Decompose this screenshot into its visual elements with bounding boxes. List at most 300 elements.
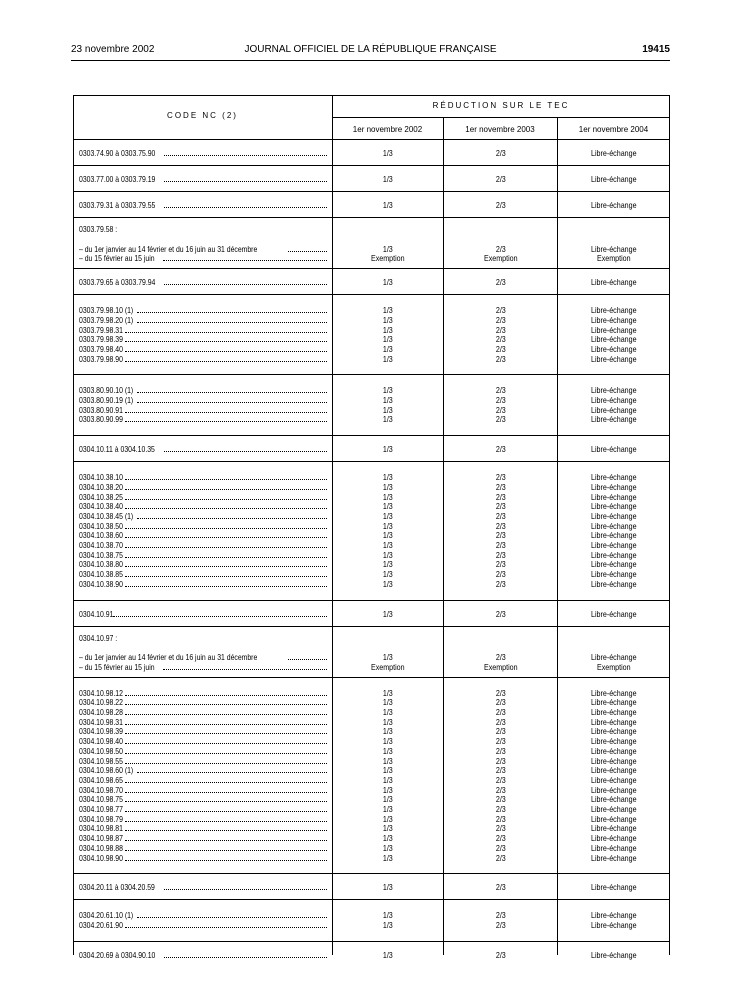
reduction-2004: Libre-échange — [591, 353, 637, 364]
nc-code: – du 15 février au 15 juin — [79, 661, 155, 672]
reduction-2002: 1/3 — [383, 314, 393, 325]
table-row — [73, 482, 670, 492]
reduction-2002: 1/3 — [383, 305, 393, 316]
reduction-2003: 2/3 — [496, 414, 506, 425]
nc-code-cell — [79, 344, 327, 354]
reduction-2003: 2/3 — [496, 324, 506, 335]
reduction-2004: Libre-échange — [591, 501, 637, 512]
nc-code: 0304.10.98.22 — [79, 697, 123, 708]
reduction-2002: 1/3 — [383, 755, 393, 766]
table-row — [73, 148, 670, 158]
col-header-reduction: RÉDUCTION SUR LE TEC — [432, 101, 570, 110]
leader-dots — [125, 775, 327, 783]
table-row — [73, 224, 670, 234]
nc-code-cell — [79, 444, 327, 454]
reduction-2002: 1/3 — [383, 444, 393, 455]
reduction-2002: 1/3 — [383, 813, 393, 824]
table-row — [73, 579, 670, 589]
table-row — [73, 765, 670, 775]
reduction-2004: Libre-échange — [591, 491, 637, 502]
reduction-2003: 2/3 — [496, 707, 506, 717]
table-row — [73, 652, 670, 662]
nc-code: 0304.10.98.81 — [79, 823, 123, 834]
nc-code: 0303.74.90 à 0303.75.90 — [79, 148, 156, 158]
nc-code-cell — [79, 530, 327, 540]
nc-code: 0304.20.61.10 (1) — [79, 910, 134, 921]
table-row — [73, 315, 670, 325]
reduction-2004: Libre-échange — [591, 444, 637, 455]
table-row — [73, 414, 670, 424]
reduction-2002: 1/3 — [383, 745, 393, 756]
reduction-2002: 1/3 — [383, 774, 393, 785]
reduction-2004: Libre-échange — [591, 736, 637, 747]
reduction-2003: 2/3 — [496, 852, 506, 863]
reduction-2003: 2/3 — [496, 472, 506, 483]
reduction-2004: Libre-échange — [591, 481, 637, 492]
header-sub-rule — [332, 117, 670, 118]
reduction-2003: 2/3 — [496, 559, 506, 570]
reduction-2004: Libre-échange — [591, 910, 637, 921]
nc-code-cell — [79, 482, 327, 492]
reduction-2003: 2/3 — [496, 919, 506, 930]
reduction-2003: 2/3 — [496, 813, 506, 824]
reduction-2004: Libre-échange — [591, 697, 637, 708]
table-row — [73, 882, 670, 892]
nc-code-cell — [79, 775, 327, 785]
reduction-2003: 2/3 — [496, 334, 506, 345]
reduction-2004: Libre-échange — [591, 414, 637, 425]
reduction-2004: Libre-échange — [591, 804, 637, 814]
reduction-2003: 2/3 — [496, 823, 506, 834]
reduction-2003: 2/3 — [496, 520, 506, 531]
reduction-2002: 1/3 — [383, 174, 393, 184]
reduction-2003: 2/3 — [496, 343, 506, 354]
reduction-2003: 2/3 — [496, 833, 506, 844]
reduction-2003: 2/3 — [496, 882, 506, 893]
reduction-2004: Libre-échange — [591, 813, 637, 824]
table-row — [73, 472, 670, 482]
reduction-2004: Libre-échange — [591, 569, 637, 580]
table-row — [73, 785, 670, 795]
table-row — [73, 253, 670, 263]
leader-dots — [125, 843, 327, 851]
nc-code: 0304.10.11 à 0304.10.35 — [79, 444, 155, 455]
reduction-2004: Libre-échange — [591, 404, 637, 415]
reduction-2003: 2/3 — [496, 549, 506, 560]
nc-code-cell — [79, 609, 327, 619]
table-row — [73, 174, 670, 184]
nc-code-cell — [79, 405, 327, 415]
reduction-2002: 1/3 — [383, 549, 393, 560]
reduction-2003: 2/3 — [496, 736, 506, 747]
reduction-2002: 1/3 — [383, 472, 393, 483]
nc-code-cell — [79, 305, 327, 315]
nc-code-cell — [79, 511, 327, 521]
nc-code: 0304.10.98.65 — [79, 774, 123, 785]
reduction-2002: 1/3 — [383, 481, 393, 492]
reduction-2003: 2/3 — [496, 687, 506, 698]
table-row — [73, 444, 670, 454]
tariff-table — [73, 95, 670, 960]
leader-dots — [125, 325, 327, 333]
nc-code-cell — [79, 253, 327, 263]
leader-dots — [163, 253, 327, 261]
reduction-2003: 2/3 — [496, 774, 506, 785]
reduction-2003: 2/3 — [496, 765, 506, 776]
nc-code-cell — [79, 414, 327, 424]
table-row — [73, 305, 670, 315]
reduction-2004 — [558, 633, 670, 643]
leader-dots — [113, 609, 327, 617]
table-row — [73, 726, 670, 736]
nc-code: 0304.10.38.75 — [79, 549, 123, 560]
nc-code: 0303.79.65 à 0303.79.94 — [79, 277, 156, 288]
nc-code: 0303.79.98.90 — [79, 353, 123, 364]
reduction-2003: 2/3 — [496, 794, 506, 805]
table-row — [73, 688, 670, 698]
table-row — [73, 697, 670, 707]
reduction-2004: Libre-échange — [591, 540, 637, 550]
nc-code-cell — [79, 950, 327, 960]
nc-code: 0303.80.90.10 (1) — [79, 385, 134, 396]
reduction-2004: Libre-échange — [591, 707, 637, 717]
leader-dots — [125, 785, 327, 793]
leader-dots — [125, 579, 327, 587]
nc-code-cell — [79, 224, 327, 234]
reduction-2004: Libre-échange — [591, 385, 637, 396]
reduction-2002: 1/3 — [383, 949, 393, 960]
reduction-2002: 1/3 — [383, 343, 393, 354]
table-row — [73, 853, 670, 863]
nc-code: – du 1er janvier au 14 février et du 16 juin au 31 décembre — [79, 243, 258, 254]
reduction-2003: 2/3 — [496, 608, 506, 619]
group-divider — [73, 873, 670, 874]
nc-code: 0303.79.98.10 (1) — [79, 305, 134, 316]
nc-code: 0304.10.98.50 — [79, 745, 123, 756]
nc-code: 0303.79.98.39 — [79, 334, 123, 345]
table-row — [73, 843, 670, 853]
reduction-2003: 2/3 — [496, 277, 506, 288]
table-row — [73, 325, 670, 335]
nc-code-cell — [79, 354, 327, 364]
nc-code-cell — [79, 492, 327, 502]
reduction-2002: 1/3 — [383, 697, 393, 708]
reduction-2004: Libre-échange — [591, 395, 637, 405]
reduction-2004: Libre-échange — [591, 520, 637, 531]
reduction-2003: 2/3 — [496, 540, 506, 550]
reduction-2003: 2/3 — [496, 755, 506, 766]
nc-code: 0304.10.98.70 — [79, 784, 123, 795]
reduction-2003: 2/3 — [496, 404, 506, 415]
reduction-2002: 1/3 — [383, 510, 393, 521]
reduction-2002: 1/3 — [383, 823, 393, 834]
leader-dots — [125, 521, 327, 529]
nc-code-cell — [79, 785, 327, 795]
reduction-2004: Libre-échange — [591, 823, 637, 834]
nc-code-cell — [79, 697, 327, 707]
leader-dots — [288, 652, 327, 660]
col-header-2002: 1er novembre 2002 — [352, 125, 423, 134]
group-divider — [73, 217, 670, 218]
table-row — [73, 814, 670, 824]
nc-code: 0303.79.98.40 — [79, 343, 123, 354]
nc-code: 0303.79.98.20 (1) — [79, 314, 134, 325]
leader-dots — [125, 833, 327, 841]
table-row — [73, 354, 670, 364]
nc-code: 0304.10.38.40 — [79, 501, 123, 512]
reduction-2002: 1/3 — [383, 353, 393, 364]
nc-code: 0304.10.38.90 — [79, 578, 123, 589]
reduction-2002: 1/3 — [383, 491, 393, 502]
group-divider — [73, 435, 670, 436]
reduction-2003: 2/3 — [496, 510, 506, 521]
nc-code: 0304.10.38.45 (1) — [79, 510, 134, 521]
reduction-2004: Libre-échange — [591, 716, 637, 727]
nc-code-cell — [79, 707, 327, 717]
leader-dots — [164, 444, 327, 452]
reduction-2003: 2/3 — [496, 716, 506, 727]
reduction-2002: 1/3 — [383, 404, 393, 415]
reduction-2003: 2/3 — [496, 578, 506, 589]
nc-code: 0304.10.38.85 — [79, 569, 123, 580]
reduction-2004: Libre-échange — [591, 794, 637, 805]
header-title: JOURNAL OFFICIEL DE LA RÉPUBLIQUE FRANÇAISE — [244, 44, 497, 55]
reduction-2003: Exemption — [484, 253, 518, 264]
leader-dots — [137, 385, 327, 393]
nc-code-cell — [79, 814, 327, 824]
reduction-2002: Exemption — [371, 661, 405, 672]
reduction-2004: Libre-échange — [591, 882, 637, 893]
reduction-2002: 1/3 — [383, 726, 393, 737]
reduction-2002: 1/3 — [383, 852, 393, 863]
reduction-2003: 2/3 — [496, 910, 506, 921]
reduction-2003: 2/3 — [496, 949, 506, 960]
table-row — [73, 511, 670, 521]
nc-code: 0303.79.31 à 0303.79.55 — [79, 200, 156, 210]
nc-code: 0304.10.98.90 — [79, 852, 123, 863]
reduction-2002: 1/3 — [383, 540, 393, 550]
group-divider — [73, 374, 670, 375]
nc-code-cell — [79, 501, 327, 511]
table-top-border — [73, 95, 670, 96]
nc-code-cell — [79, 472, 327, 482]
col-header-2004: 1er novembre 2004 — [578, 125, 649, 134]
reduction-2003: 2/3 — [496, 726, 506, 737]
table-row — [73, 736, 670, 746]
nc-code-cell — [79, 688, 327, 698]
table-row — [73, 492, 670, 502]
reduction-2003: 2/3 — [496, 305, 506, 316]
reduction-2002: 1/3 — [383, 277, 393, 288]
group-divider — [73, 294, 670, 295]
nc-code: 0304.10.98.55 — [79, 755, 123, 766]
reduction-2002: 1/3 — [383, 687, 393, 698]
group-divider — [73, 461, 670, 462]
leader-dots — [164, 148, 327, 156]
reduction-2002 — [335, 633, 441, 643]
reduction-2004: Libre-échange — [591, 852, 637, 863]
nc-code-cell — [79, 843, 327, 853]
nc-code-cell — [79, 550, 327, 560]
reduction-2003: 2/3 — [496, 243, 506, 254]
nc-code: 0304.10.98.40 — [79, 736, 123, 747]
leader-dots — [137, 765, 327, 773]
reduction-2002: 1/3 — [383, 919, 393, 930]
leader-dots — [125, 405, 327, 413]
table-row — [73, 609, 670, 619]
reduction-2004: Libre-échange — [591, 334, 637, 345]
reduction-2003: 2/3 — [496, 652, 506, 663]
reduction-2003: 2/3 — [496, 784, 506, 795]
nc-code: 0304.10.38.10 — [79, 472, 123, 483]
page-header — [71, 44, 670, 58]
table-row — [73, 746, 670, 756]
reduction-2002: 1/3 — [383, 608, 393, 619]
header-rule — [71, 60, 670, 61]
reduction-2003: 2/3 — [496, 353, 506, 364]
nc-code: 0304.10.38.80 — [79, 559, 123, 570]
leader-dots — [125, 688, 327, 696]
nc-code: 0304.20.11 à 0304.20.59 — [79, 882, 155, 893]
nc-code: 0304.10.38.70 — [79, 540, 123, 550]
nc-code-cell — [79, 765, 327, 775]
reduction-2002: 1/3 — [383, 736, 393, 747]
reduction-2004: Libre-échange — [591, 765, 637, 776]
table-row — [73, 501, 670, 511]
reduction-2002: 1/3 — [383, 833, 393, 844]
reduction-2003: 2/3 — [496, 804, 506, 814]
reduction-2004: Libre-échange — [591, 842, 637, 853]
reduction-2002: 1/3 — [383, 910, 393, 921]
reduction-2004: Libre-échange — [591, 652, 637, 663]
reduction-2003 — [446, 224, 556, 234]
nc-code-cell — [79, 315, 327, 325]
reduction-2002: 1/3 — [383, 414, 393, 425]
leader-dots — [288, 244, 327, 252]
reduction-2002: 1/3 — [383, 784, 393, 795]
table-row — [73, 385, 670, 395]
nc-code: 0303.79.58 : — [79, 224, 118, 234]
nc-code-cell — [79, 569, 327, 579]
reduction-2002: 1/3 — [383, 652, 393, 663]
table-row — [73, 344, 670, 354]
reduction-2004: Libre-échange — [591, 784, 637, 795]
reduction-2002: 1/3 — [383, 794, 393, 805]
reduction-2003: 2/3 — [496, 200, 506, 210]
group-divider — [73, 677, 670, 678]
nc-code: 0304.10.98.12 — [79, 687, 123, 698]
leader-dots — [125, 334, 327, 342]
reduction-2004: Libre-échange — [591, 726, 637, 737]
nc-code: 0304.10.98.75 — [79, 794, 123, 805]
nc-code-cell — [79, 633, 327, 643]
reduction-2003: 2/3 — [496, 174, 506, 184]
table-row — [73, 559, 670, 569]
nc-code: 0303.80.90.19 (1) — [79, 395, 134, 405]
reduction-2004: Libre-échange — [591, 472, 637, 483]
table-row — [73, 775, 670, 785]
reduction-2002: 1/3 — [383, 765, 393, 776]
leader-dots — [125, 853, 327, 861]
leader-dots — [137, 511, 327, 519]
leader-dots — [125, 550, 327, 558]
nc-code: 0303.80.90.91 — [79, 404, 123, 415]
nc-code: 0303.77.00 à 0303.79.19 — [79, 174, 156, 184]
nc-code: 0304.10.98.31 — [79, 716, 123, 727]
table-row — [73, 633, 670, 643]
nc-code-cell — [79, 579, 327, 589]
nc-code: 0304.10.91 — [79, 608, 114, 619]
leader-dots — [125, 697, 327, 705]
nc-code-cell — [79, 277, 327, 287]
reduction-2004 — [558, 224, 670, 234]
table-row — [73, 405, 670, 415]
reduction-2003: 2/3 — [496, 569, 506, 580]
nc-code-cell — [79, 794, 327, 804]
nc-code-cell — [79, 325, 327, 335]
nc-code-cell — [79, 882, 327, 892]
group-divider — [73, 626, 670, 627]
nc-code-cell — [79, 726, 327, 736]
leader-dots — [125, 354, 327, 362]
reduction-2003: 2/3 — [496, 444, 506, 455]
nc-code-cell — [79, 540, 327, 550]
reduction-2004: Libre-échange — [591, 774, 637, 785]
nc-code-cell — [79, 804, 327, 814]
group-divider — [73, 899, 670, 900]
reduction-2002: 1/3 — [383, 716, 393, 727]
page-number: 19415 — [642, 44, 670, 55]
nc-code-cell — [79, 823, 327, 833]
reduction-2003: 2/3 — [496, 530, 506, 541]
leader-dots — [125, 804, 327, 812]
reduction-2002: 1/3 — [383, 804, 393, 814]
table-row — [73, 200, 670, 210]
nc-code-cell — [79, 559, 327, 569]
nc-code-cell — [79, 334, 327, 344]
nc-code-cell — [79, 652, 327, 662]
table-row — [73, 334, 670, 344]
nc-code-cell — [79, 662, 327, 672]
reduction-2003: 2/3 — [496, 745, 506, 756]
reduction-2002: 1/3 — [383, 334, 393, 345]
nc-code-cell — [79, 148, 327, 158]
reduction-2004: Libre-échange — [591, 510, 637, 521]
leader-dots — [125, 482, 327, 490]
reduction-2002: 1/3 — [383, 395, 393, 405]
group-divider — [73, 191, 670, 192]
table-row — [73, 950, 670, 960]
reduction-2002: 1/3 — [383, 324, 393, 335]
nc-code: 0304.10.98.60 (1) — [79, 765, 134, 776]
table-row — [73, 530, 670, 540]
reduction-2002: 1/3 — [383, 200, 393, 210]
reduction-2002: 1/3 — [383, 530, 393, 541]
table-row — [73, 823, 670, 833]
col-header-code: CODE NC (2) — [167, 111, 238, 120]
header-date: 23 novembre 2002 — [71, 44, 155, 55]
reduction-2002: 1/3 — [383, 148, 393, 158]
nc-code-cell — [79, 200, 327, 210]
reduction-2002: 1/3 — [383, 520, 393, 531]
reduction-2002: 1/3 — [383, 385, 393, 396]
leader-dots — [125, 756, 327, 764]
nc-code: 0303.79.98.31 — [79, 324, 123, 335]
nc-code-cell — [79, 174, 327, 184]
table-row — [73, 550, 670, 560]
reduction-2004: Libre-échange — [591, 243, 637, 254]
reduction-2004: Libre-échange — [591, 559, 637, 570]
